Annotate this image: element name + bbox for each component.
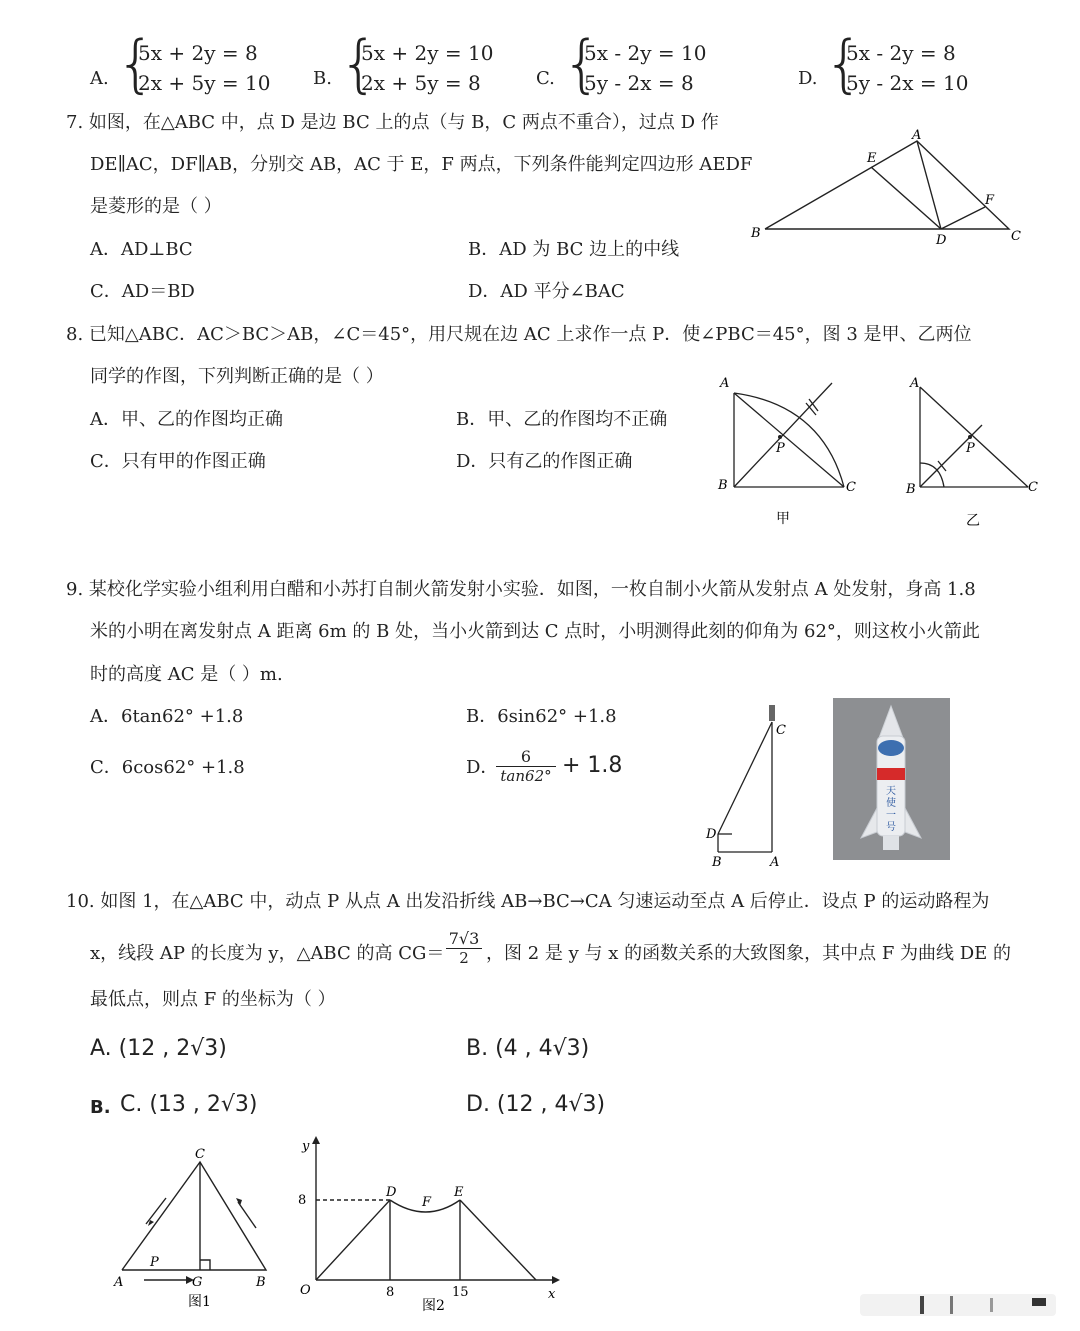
rocket-char: 天: [886, 786, 896, 797]
q9-stem-line3: 时的高度 AC 是（ ）m.: [90, 664, 283, 685]
q7-option-a: A．AD⊥BC: [90, 239, 193, 260]
q6-option-c-label: C.: [536, 68, 555, 89]
label-c: C: [776, 723, 786, 738]
q6-option-b-label: B.: [313, 68, 332, 89]
q10-figure-1: [110, 1140, 280, 1315]
label-b: B: [751, 226, 761, 241]
rocket-photo: [833, 698, 950, 860]
label-b: B: [256, 1275, 266, 1290]
segment-ed: [871, 167, 941, 229]
q9-option-d-fraction: [496, 748, 556, 785]
label-e: E: [454, 1185, 464, 1200]
caption-yi: 乙: [966, 513, 980, 529]
scroll-indicator-icon: [860, 1290, 1070, 1320]
q7-option-b: B．AD 为 BC 边上的中线: [468, 239, 680, 260]
label-b: B: [906, 482, 916, 497]
q8-option-d: D．只有乙的作图正确: [456, 451, 633, 472]
label-c: C: [846, 480, 856, 495]
equation: 5x + 2y = 10: [361, 41, 494, 65]
axis-label-y: y: [302, 1139, 310, 1154]
label-d: D: [706, 827, 717, 842]
brace-icon: {: [562, 27, 602, 100]
equation: 2x + 5y = 8: [361, 71, 481, 95]
brace-icon: {: [339, 27, 379, 100]
equation: 5y - 2x = 8: [584, 71, 694, 95]
q7-stem-line1: 7. 如图，在△ABC 中，点 D 是边 BC 上的点（与 B，C 两点不重合），过点 D 作: [66, 112, 719, 133]
triangle-abc: [765, 141, 1009, 229]
q6-option-d-label: D.: [798, 68, 818, 89]
q7-triangle-figure: [745, 125, 1030, 250]
label-a: A: [770, 855, 780, 870]
tick-x-15: 15: [452, 1285, 469, 1300]
label-g: G: [192, 1275, 203, 1290]
label-origin: O: [300, 1283, 311, 1298]
q10-option-c-prefix: B.: [90, 1097, 111, 1118]
q8-stem-line2: 同学的作图，下列判断正确的是（ ）: [90, 366, 384, 387]
rocket-icon: [833, 698, 950, 860]
label-c: C: [195, 1147, 205, 1162]
axis-label-x: x: [548, 1287, 556, 1302]
q6-option-a-label: A.: [90, 68, 109, 89]
label-p: P: [776, 441, 785, 456]
q10-option-a: A. (12 , 2√3): [90, 1036, 227, 1061]
rocket-char: 号: [886, 822, 896, 833]
segment-e-end: [460, 1200, 536, 1280]
label-b: B: [718, 478, 728, 493]
q7-option-d: D．AD 平分∠BAC: [468, 281, 625, 302]
label-p: P: [966, 441, 975, 456]
tick-x-8: 8: [386, 1285, 395, 1300]
label-a: A: [910, 376, 920, 391]
caption-figure-2: 图2: [422, 1298, 445, 1314]
q10-stem-line1: 10. 如图 1，在△ABC 中，动点 P 从点 A 出发沿折线 AB→BC→CA 匀速运动至点 A 后停止．设点 P 的运动路程为: [66, 891, 990, 912]
q9-triangle-figure: [700, 700, 800, 870]
brace-icon: {: [824, 27, 864, 100]
label-f: F: [422, 1195, 432, 1210]
equation: 5x - 2y = 8: [846, 41, 956, 65]
caption-figure-1: 图1: [188, 1294, 211, 1310]
q10-stem-line3: 最低点，则点 F 的坐标为（ ）: [90, 989, 336, 1010]
q10-height-fraction: [446, 930, 482, 967]
label-d: D: [936, 233, 947, 248]
rocket-small-icon: [769, 705, 775, 721]
equation: 5x + 2y = 8: [138, 41, 258, 65]
label-f: F: [985, 193, 995, 208]
segment-df: [941, 207, 985, 229]
q9-stem-line1: 9. 某校化学实验小组利用白醋和小苏打自制火箭发射小实验．如图，一枚自制小火箭从发射点 A 处发射，身高 1.8: [66, 579, 976, 600]
label-d: D: [386, 1185, 397, 1200]
q10-option-d: D. (12 , 4√3): [466, 1092, 606, 1117]
label-a: A: [114, 1275, 124, 1290]
brace-icon: {: [116, 27, 156, 100]
fraction-denominator: 2: [459, 949, 469, 967]
q10-option-b: B. (4 , 4√3): [466, 1036, 590, 1061]
fraction-numerator: 6: [496, 748, 556, 767]
q8-stem-line1: 8. 已知△ABC．AC＞BC＞AB，∠C＝45°，用尺规在边 AC 上求作一点 P．使∠PBC＝45°，图 3 是甲、乙两位: [66, 324, 972, 345]
q6-option-d: [846, 38, 968, 98]
caption-jia: 甲: [776, 511, 790, 527]
tick-y-8: 8: [298, 1193, 307, 1208]
fraction-numerator: 7√3: [446, 930, 482, 949]
q9-option-b: B．6sin62° +1.8: [466, 706, 617, 727]
q9-option-a: A．6tan62° +1.8: [90, 706, 244, 727]
q10-stem-line2a: x，线段 AP 的长度为 y，△ABC 的高 CG＝: [90, 943, 445, 964]
equation: 2x + 5y = 10: [138, 71, 271, 95]
q7-stem-line3: 是菱形的是（ ）: [90, 196, 222, 217]
label-a: A: [720, 376, 730, 391]
label-c: C: [1011, 229, 1021, 244]
label-c: C: [1028, 480, 1038, 495]
q8-construction-figures: [712, 375, 1052, 535]
label-e: E: [867, 151, 877, 166]
rocket-char: 使: [886, 798, 896, 809]
equation: 5x - 2y = 10: [584, 41, 707, 65]
q7-option-c: C．AD＝BD: [90, 281, 195, 302]
q8-option-b: B．甲、乙的作图均不正确: [456, 409, 668, 430]
segment-ad: [917, 141, 941, 229]
q8-option-a: A．甲、乙的作图均正确: [90, 409, 283, 430]
rocket-char: 一: [886, 810, 896, 821]
q10-option-c: C. (13 , 2√3): [120, 1092, 258, 1117]
q9-option-c: C．6cos62° +1.8: [90, 757, 245, 778]
equation: 5y - 2x = 10: [846, 71, 969, 95]
q9-stem-line2: 米的小明在离发射点 A 距离 6m 的 B 处，当小火箭到达 C 点时，小明测得此刻的仰角为 62°，则这枚小火箭此: [90, 621, 980, 642]
label-a: A: [912, 128, 922, 143]
q8-option-c: C．只有甲的作图正确: [90, 451, 266, 472]
q7-stem-line2: DE∥AC，DF∥AB，分别交 AB，AC 于 E，F 两点，下列条件能判定四边形 AEDF: [90, 154, 753, 175]
label-p: P: [150, 1255, 159, 1270]
q6-option-c: [584, 38, 706, 98]
fraction-denominator: tan62°: [500, 767, 552, 785]
label-b: B: [712, 855, 722, 870]
q6-option-a: [138, 38, 270, 98]
q6-option-b: [361, 38, 493, 98]
q9-option-d-label: D．: [466, 757, 499, 778]
q10-figure-2-graph: [290, 1132, 565, 1317]
segment-od: [316, 1200, 390, 1280]
q10-stem-line2b: ，图 2 是 y 与 x 的函数关系的大致图象，其中点 F 为曲线 DE 的: [486, 943, 1012, 964]
q9-option-d-tail: + 1.8: [562, 753, 623, 778]
